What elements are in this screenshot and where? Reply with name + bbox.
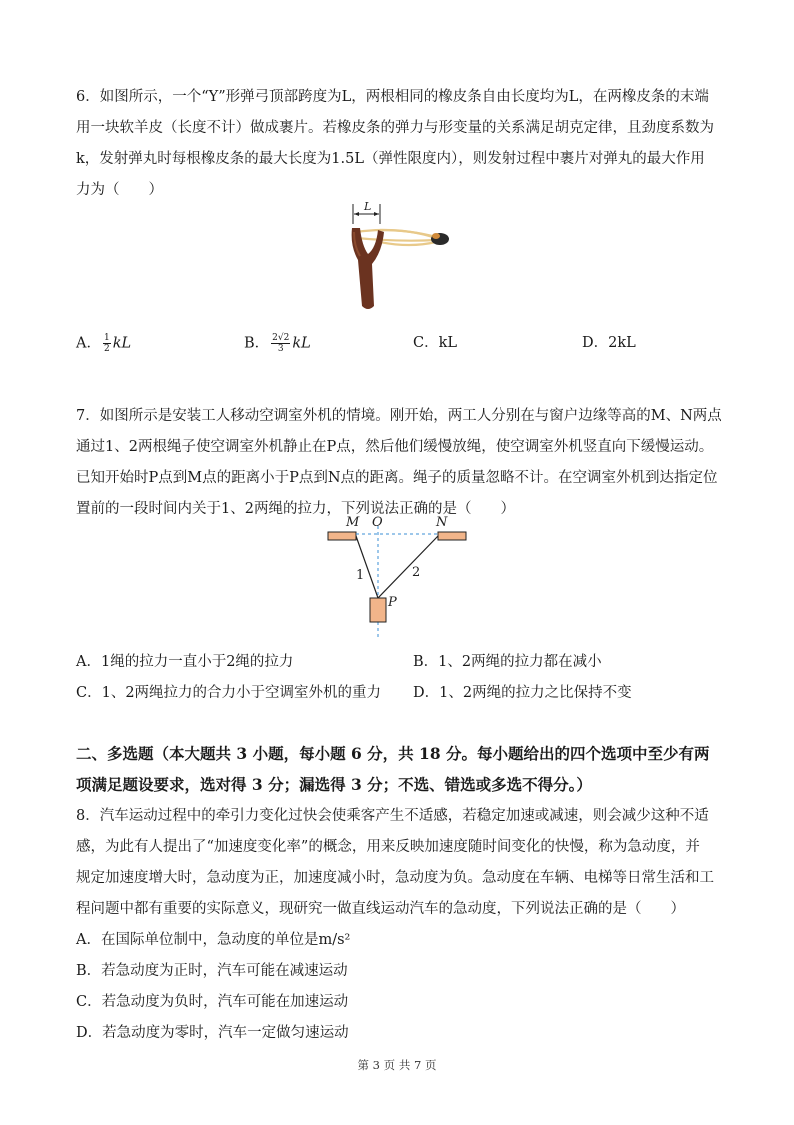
q8-line-4: 程问题中都有重要的实际意义，现研究一做直线运动汽车的急动度，下列说法正确的是（ ） <box>76 901 685 917</box>
q8-line-2: 感，为此有人提出了“加速度变化率”的概念，用来反映加速度随时间变化的快慢，称为急动度，并 <box>76 839 700 855</box>
q8-line-1: 8．汽车运动过程中的牵引力变化过快会使乘客产生不适感，若稳定加速或减速，则会减少这种不适 <box>76 808 709 824</box>
rope-2 <box>378 536 438 598</box>
label-m: M <box>346 515 360 530</box>
section-2-heading-2: 项满足题设要求，选对得 3 分；漏选得 3 分；不选、错选或多选不得分。） <box>76 775 592 794</box>
q7-option-a[interactable]: A．1绳的拉力一直小于2绳的拉力 <box>76 654 294 670</box>
ac-unit <box>370 598 386 622</box>
q6-line-2: 用一块软羊皮（长度不计）做成裹片。若橡皮条的弹力与形变量的关系满足胡克定律，且劲度系数为 <box>76 120 714 136</box>
label-n: N <box>436 515 448 530</box>
q6-option-a-tail: kL <box>112 335 132 352</box>
q7-line-3: 已知开始时P点到M点的距离小于P点到N点的距离。绳子的质量忽略不计。在空调室外机到达指定位 <box>76 470 718 486</box>
q7-line-4: 置前的一段时间内关于1、2两绳的拉力，下列说法正确的是（ ） <box>76 501 515 517</box>
q6-option-c[interactable]: C．kL <box>413 335 458 351</box>
q7-option-c[interactable]: C．1、2两绳拉力的合力小于空调室外机的重力 <box>76 685 382 701</box>
ledge-right <box>438 532 466 540</box>
q8-option-d[interactable]: D．若急动度为零时，汽车一定做匀速运动 <box>76 1025 349 1041</box>
label-rope-2: 2 <box>412 565 421 580</box>
q8-line-3: 规定加速度增大时，急动度为正，加速度减小时，急动度为负。急动度在车辆、电梯等日常生活和工 <box>76 870 714 886</box>
q7-option-d[interactable]: D．1、2两绳的拉力之比保持不变 <box>413 685 632 701</box>
air-conditioner-figure <box>320 514 470 646</box>
slingshot-figure <box>340 196 460 316</box>
q6-line-3: k，发射弹丸时每根橡皮条的最大长度为1.5L（弹性限度内），则发射过程中裹片对弹丸的最大作用 <box>76 151 705 167</box>
rope-1 <box>356 536 378 598</box>
q6-option-b-numerator: 2√2 <box>272 333 290 343</box>
q6-option-b-tail: kL <box>292 335 311 352</box>
q6-option-b-denominator: 3 <box>277 344 284 354</box>
q6-option-a-denominator: 2 <box>103 344 110 354</box>
label-p: P <box>388 595 397 610</box>
q6-option-b[interactable] <box>244 333 311 354</box>
section-2-heading-1: 二、多选题（本大题共 3 小题，每小题 6 分，共 18 分。每小题给出的四个选项中至少有两 <box>76 744 710 763</box>
q6-option-b-letter: B． <box>244 335 270 352</box>
q6-option-a[interactable] <box>76 333 131 354</box>
slingshot-label-l: L <box>364 200 372 213</box>
q8-option-a[interactable]: A．在国际单位制中，急动度的单位是m/s² <box>76 932 351 948</box>
page-footer: 第 3 页 共 7 页 <box>357 1058 437 1072</box>
q8-option-b[interactable]: B．若急动度为正时，汽车可能在减速运动 <box>76 963 348 979</box>
q6-line-1: 6．如图所示，一个“Y”形弹弓顶部跨度为L，两根相同的橡皮条自由长度均为L，在两橡皮条的末端 <box>76 89 709 105</box>
label-rope-1: 1 <box>356 568 365 583</box>
q6-option-b-fraction <box>271 333 290 354</box>
ledge-left <box>328 532 356 540</box>
q6-option-d[interactable]: D．2kL <box>582 335 636 351</box>
q6-option-a-numerator: 1 <box>103 333 110 343</box>
q6-option-a-letter: A． <box>76 335 101 352</box>
q6-line-4: 力为（ ） <box>76 182 163 198</box>
q8-option-c[interactable]: C．若急动度为负时，汽车可能在加速运动 <box>76 994 349 1010</box>
q7-line-2: 通过1、2两根绳子使空调室外机静止在P点，然后他们缓慢放绳，使空调室外机竖直向下缓慢运动。 <box>76 439 714 455</box>
label-o: O <box>372 515 383 530</box>
q7-option-b[interactable]: B．1、2两绳的拉力都在减小 <box>413 654 602 670</box>
q7-line-1: 7．如图所示是安装工人移动空调室外机的情境。刚开始，两工人分别在与窗户边缘等高的M、N两点 <box>76 408 722 424</box>
q6-option-a-fraction <box>103 333 111 354</box>
